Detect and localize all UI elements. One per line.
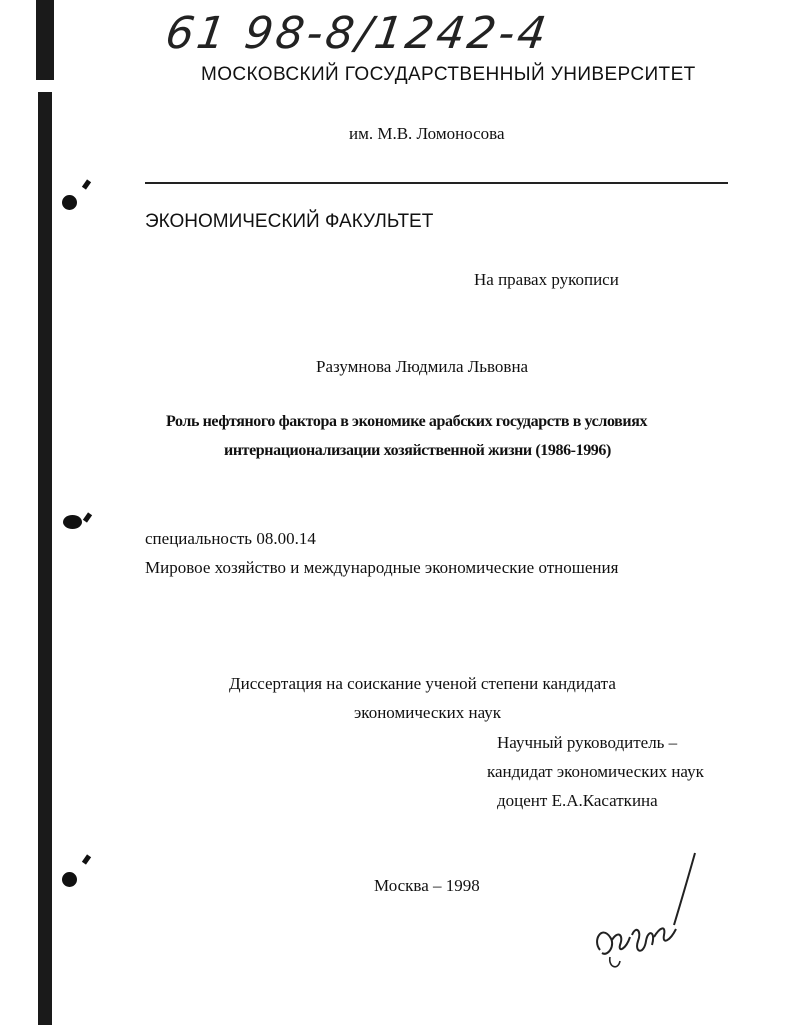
header-rule xyxy=(145,182,728,184)
binder-hole-mark xyxy=(62,872,77,887)
degree-statement-line1: Диссертация на соискание ученой степени кандидата xyxy=(229,674,616,693)
city-year: Москва – 1998 xyxy=(374,876,480,895)
supervisor-name: доцент Е.А.Касаткина xyxy=(497,791,658,810)
scan-edge-bar-top xyxy=(36,0,54,80)
binder-hole-mark xyxy=(62,195,77,210)
supervisor-degree: кандидат экономических наук xyxy=(487,762,704,781)
university-honorific: им. М.В. Ломоносова xyxy=(349,124,505,143)
dissertation-title-line2: интернационализации хозяйственной жизни (1986-1996) xyxy=(224,442,611,459)
degree-statement-line2: экономических наук xyxy=(354,703,502,722)
manuscript-rights: На правах рукописи xyxy=(474,270,619,289)
binder-hole-tick xyxy=(83,512,92,522)
specialty-code: специальность 08.00.14 xyxy=(145,529,316,548)
author-name: Разумнова Людмила Львовна xyxy=(316,357,529,376)
signature-icon xyxy=(590,845,710,975)
faculty-name: ЭКОНОМИЧЕСКИЙ ФАКУЛЬТЕТ xyxy=(145,211,434,232)
scan-edge-bar xyxy=(38,92,52,1025)
specialty-name: Мировое хозяйство и международные экономические отношения xyxy=(145,558,619,577)
binder-hole-tick xyxy=(82,854,91,864)
supervisor-role: Научный руководитель – xyxy=(497,733,678,752)
university-name: МОСКОВСКИЙ ГОСУДАРСТВЕННЫЙ УНИВЕРСИТЕТ xyxy=(201,64,696,85)
binder-hole-mark xyxy=(63,515,82,529)
dissertation-title-line1: Роль нефтяного фактора в экономике арабских государств в условиях xyxy=(166,413,648,430)
archive-number: 61 98-8/1242-4 xyxy=(162,8,553,59)
binder-hole-tick xyxy=(82,179,91,189)
